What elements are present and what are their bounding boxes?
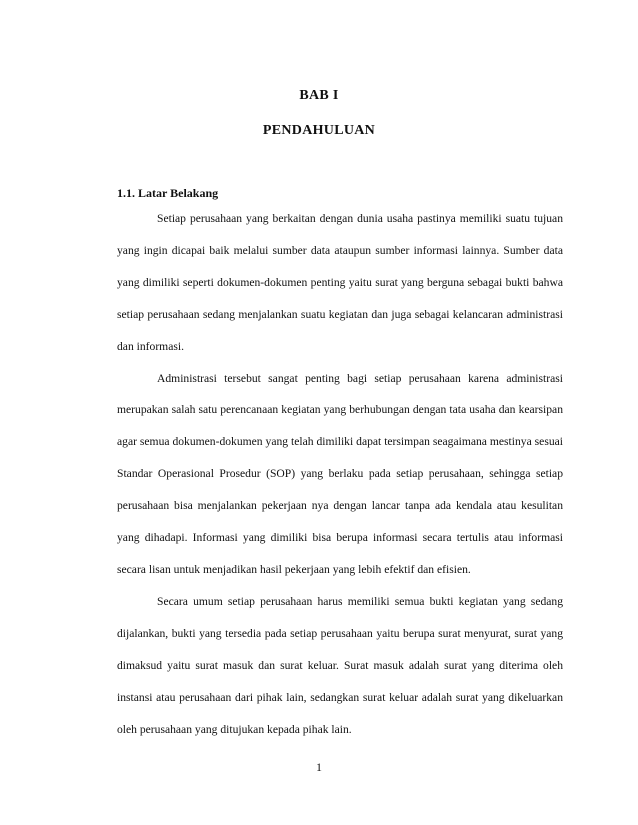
chapter-title: PENDAHULUAN [262, 123, 376, 138]
paragraph: Secara umum setiap perusahaan harus memiliki semua bukti kegiatan yang sedang dijalankan, bukti yang tersedia pada setiap perusahaan yaitu berupa surat menyurat, surat yang dimaksud yaitu surat masuk dan surat keluar. Surat masuk adalah surat yang diterima oleh instansi atau perusahaan dari pihak lain, sedangkan surat keluar adalah surat yang dikeluarkan oleh perusahaan yang ditujukan kepada pihak lain. [117, 594, 563, 736]
page-number: 1 [316, 760, 322, 774]
document-body [117, 203, 563, 745]
section-heading: 1.1. Latar Belakang [117, 186, 219, 200]
paragraph: Setiap perusahaan yang berkaitan dengan dunia usaha pastinya memiliki suatu tujuan yang ingin dicapai baik melalui sumber data ataupun sumber informasi lainnya. Sumber data yang dimiliki seperti dokumen-dokumen penting yaitu surat yang berguna sebagai bukti bahwa setiap perusahaan sedang menjalankan suatu kegiatan dan juga sebagai kelancaran administrasi dan informasi. [117, 212, 563, 353]
chapter-label: BAB I [299, 88, 339, 103]
paragraph: Administrasi tersebut sangat penting bagi setiap perusahaan karena administrasi merupakan salah satu perencanaan kegiatan yang berhubungan dengan tata usaha dan kearsipan agar semua dokumen-dokumen yang telah dimiliki dapat tersimpan seagaimana mestinya sesuai Standar Operasional Prosedur (SOP) yang berlaku pada setiap perusahaan, sehingga setiap perusahaan bisa menjalankan pekerjaan nya dengan lancar tanpa ada kendala atau kesulitan yang dihadapi. Informasi yang dimiliki bisa berupa informasi secara tertulis atau informasi secara lisan untuk menjadikan hasil pekerjaan yang lebih efektif dan efisien. [117, 371, 563, 576]
